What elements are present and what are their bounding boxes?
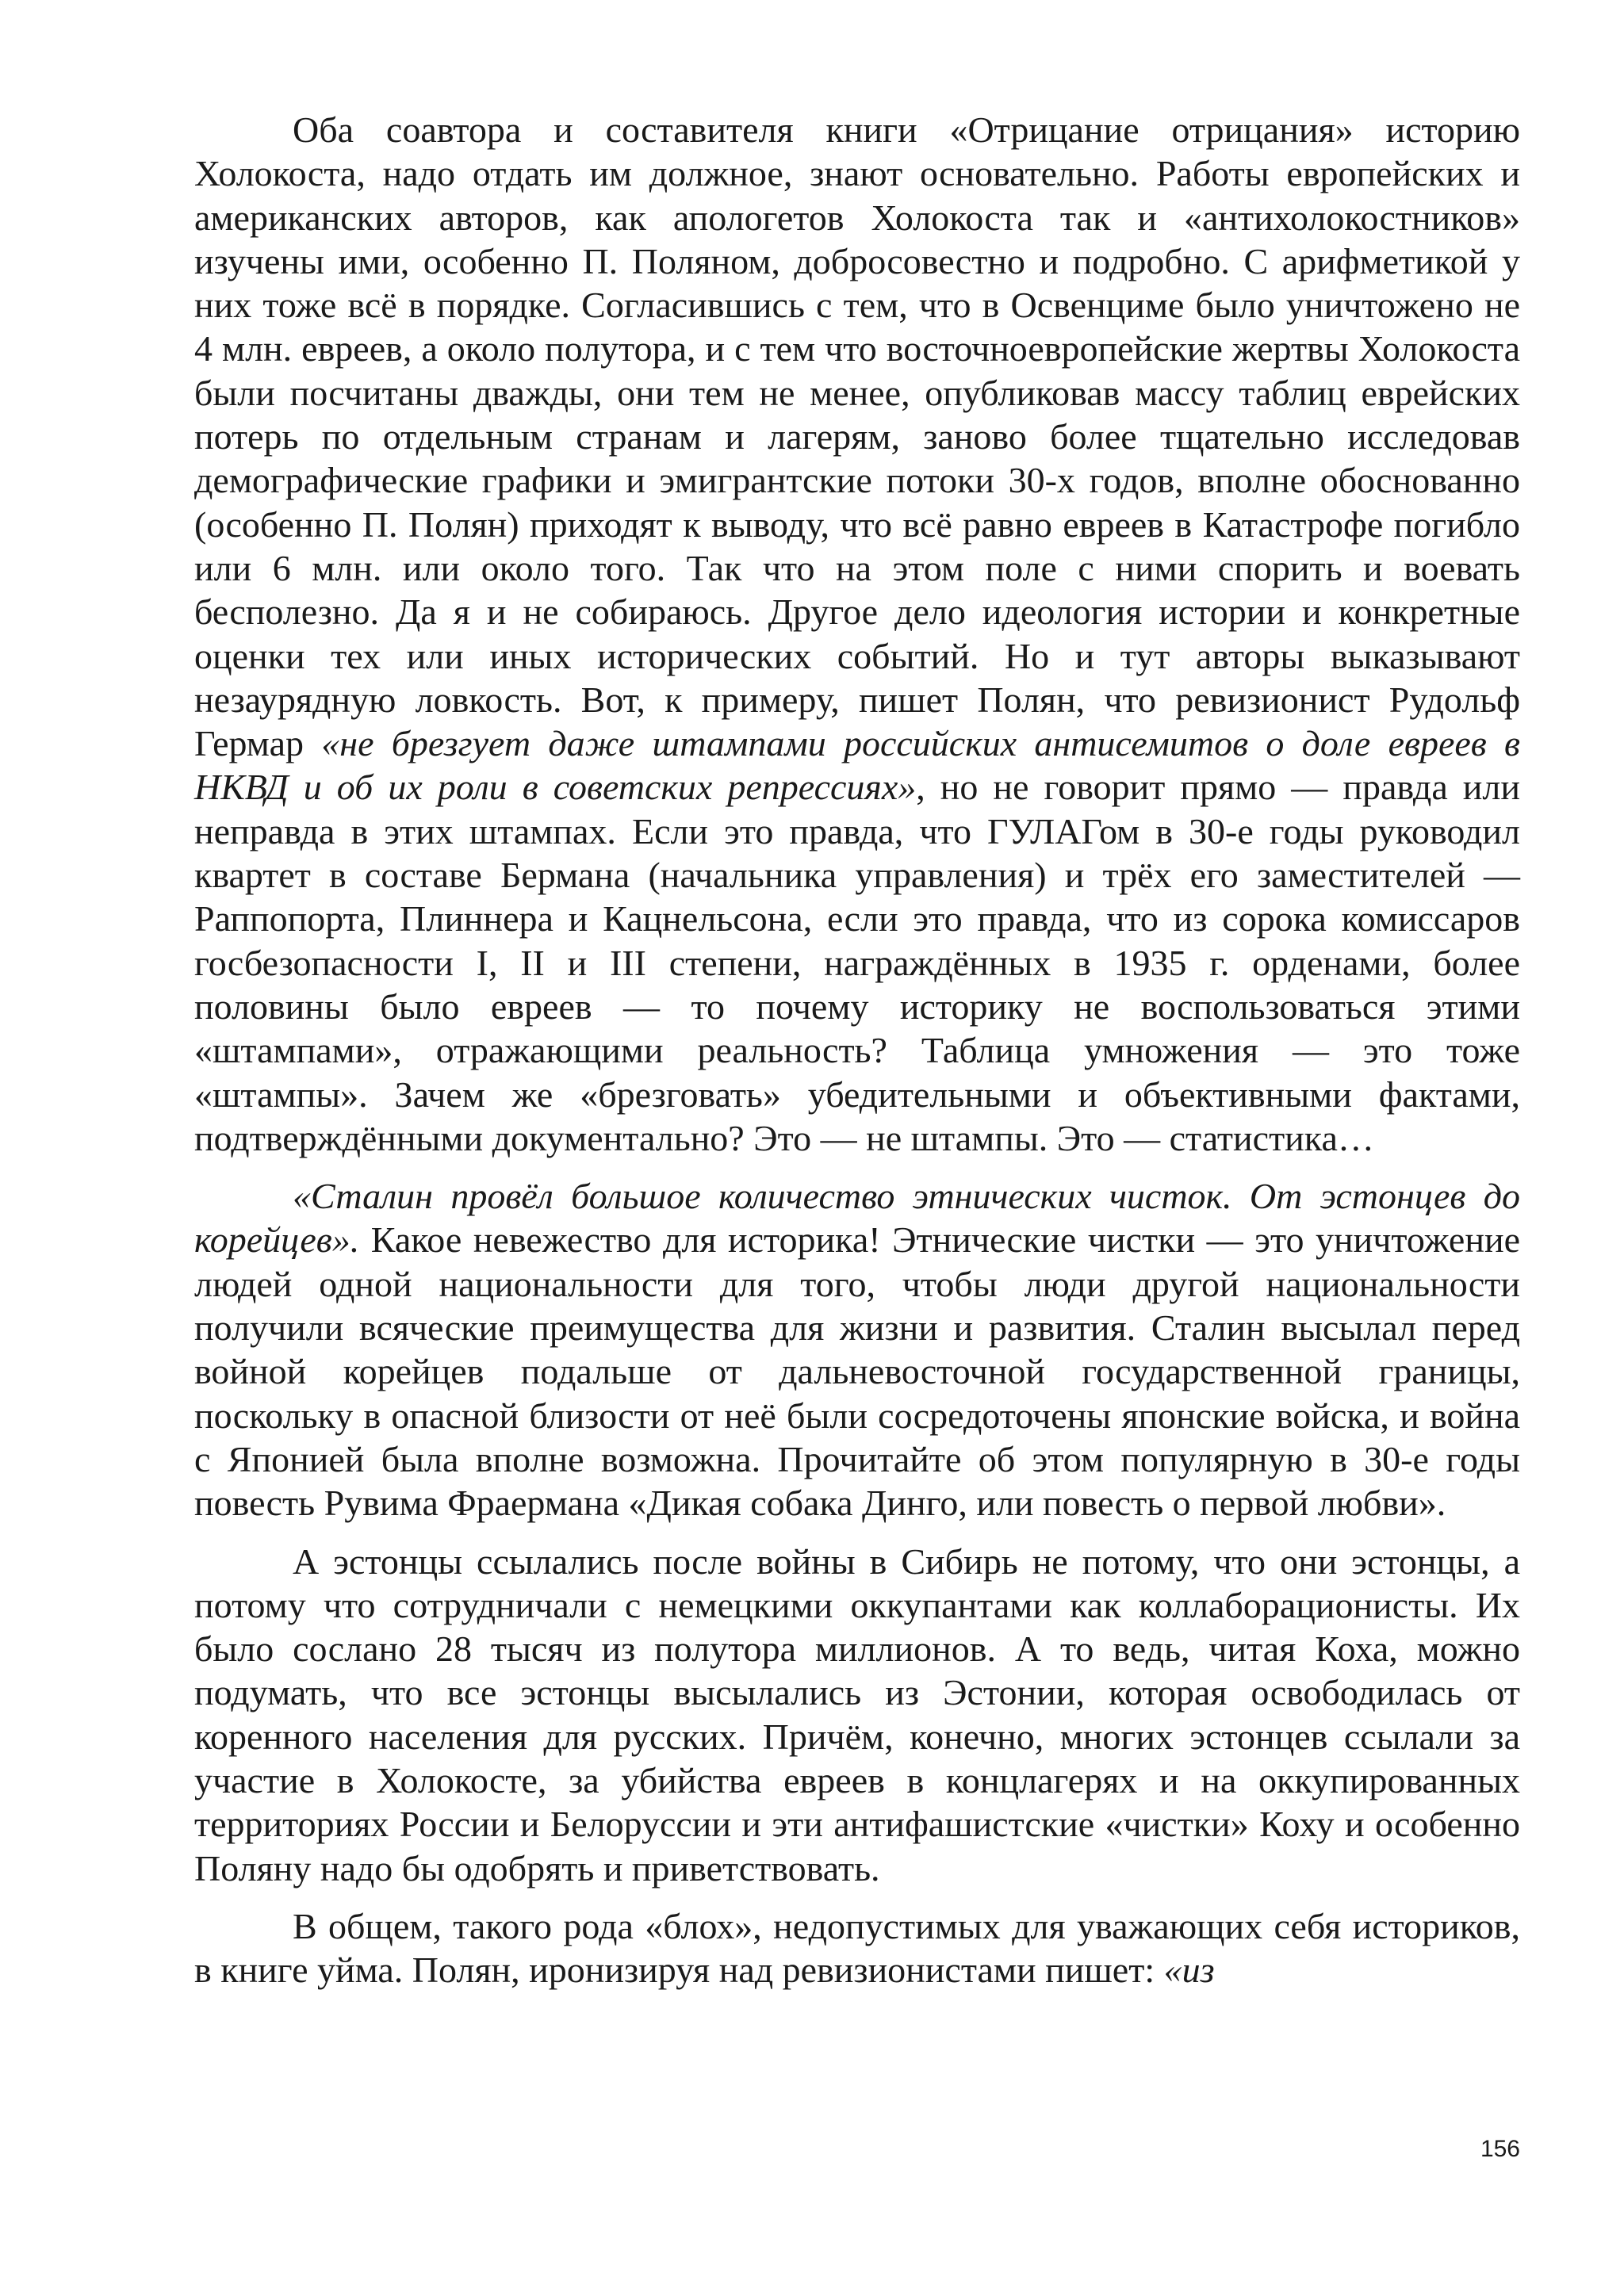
paragraph-1-text-1: Оба соавтора и составителя книги «Отрицание отрицания» историю Холокоста, надо отдать им должное, знают основательно. Работы европейских и американских авторов, как апологетов Холокоста так и «антихолокостников» изучены ими, особенно П. Поляном, добросовестно и подробно. С арифметикой у них тоже всё в порядке. Согласившись с тем, что в Освенциме было уничтожено не 4 млн. евреев, а около полутора, и с тем что восточноевропейские жертвы Холокоста были посчитаны дважды, они тем не менее, опубликовав массу таблиц еврейских потерь по отдельным странам и лагерям, заново более тщательно исследовав демографические графики и эмигрантские потоки 30-х годов, вполне обоснованно (особенно П. Полян) приходят к выводу, что всё равно евреев в Катастрофе погибло или 6 млн. или около того. Так что на этом поле с ними спорить и воевать бесполезно. Да я и не собираюсь. Другое дело идеология истории и конкретные оценки тех или иных исторических событий. Но и тут авторы выказывают незаурядную ловкость. Вот, к примеру, пишет Полян, что ревизионист Рудольф Гермар	[194, 109, 1520, 764]
paragraph-4-quote-start: «из	[1163, 1950, 1215, 1991]
paragraph-3	[194, 1540, 1520, 1890]
page-number: 156	[1480, 2136, 1520, 2162]
paragraph-2	[194, 1174, 1520, 1525]
paragraph-1-text-2: , но не говорит прямо — правда или неправда в этих штампах. Если это правда, что ГУЛАГом в 30-е годы руководил квартет в составе Бермана (начальника управления) и трёх его заместителей — Раппопорта, Плиннера и Кацнельсона, если это правда, что из сорока комиссаров госбезопасности I, II и III степени, награждённых в 1935 г. орденами, более половины было евреев — то почему историку не воспользоваться этими «штампами», отражающими реальность? Таблица умножения — это тоже «штампы». Зачем же «брезговать» убедительными и объективными фактами, подтверждёнными документально? Это — не штампы. Это — статистика…	[194, 767, 1520, 1158]
paragraph-1-quote: «не брезгует даже штампами российских антисемитов о доле евреев в НКВД и об их роли в советских репрессиях»	[194, 723, 1521, 808]
paragraph-3-text: А эстонцы ссылались после войны в Сибирь не потому, что они эстонцы, а потому что сотрудничали с немецкими оккупантами как коллаборационисты. Их было сослано 28 тысяч из полутора миллионов. А то ведь, читая Коха, можно подумать, что все эстонцы высылались из Эстонии, которая освободилась от коренного населения для русских. Причём, конечно, многих эстонцев ссылали за участие в Холокосте, за убийства евреев в концлагерях и на оккупированных территориях России и Белоруссии и эти антифашистские «чистки» Коху и особенно Поляну надо бы одобрять и приветствовать.	[194, 1540, 1520, 1888]
document-body	[194, 108, 1520, 1992]
paragraph-1	[194, 108, 1520, 1160]
paragraph-4-text: В общем, такого рода «блох», недопустимых для уважающих себя историков, в книге уйма. Полян, иронизируя над ревизионистами пишет:	[194, 1905, 1520, 1991]
paragraph-2-text: Какое невежество для историка! Этнические чистки — это уничтожение людей одной национальности для того, чтобы люди другой национальности получили всяческие преимущества для жизни и развития. Сталин высылал перед войной корейцев подальше от дальневосточной государственной границы, поскольку в опасной близости от неё были сосредоточены японские войска, и война с Японией была вполне возможна. Прочитайте об этом популярную в 30-е годы повесть Рувима Фраермана «Дикая собака Динго, или повесть о первой любви».	[194, 1219, 1520, 1524]
paragraph-2-quote: «Сталин провёл большое количество этнических чисток. От эстонцев до корейцев».	[194, 1176, 1520, 1261]
paragraph-4	[194, 1904, 1520, 1992]
